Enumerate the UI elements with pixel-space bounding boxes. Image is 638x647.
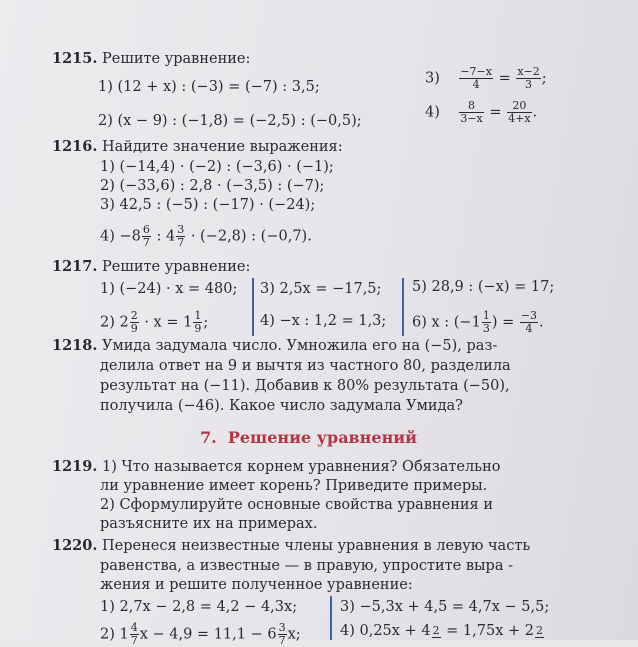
fraction bbox=[507, 100, 531, 125]
fraction bbox=[193, 310, 202, 335]
equation-1217-6 bbox=[412, 310, 544, 335]
expr-part: 4) 0,25x + 4 bbox=[340, 623, 431, 639]
problem-1219-line-3: 2) Сформулируйте основные свойства уравнения и bbox=[100, 497, 493, 513]
problem-1219-line-2: ли уравнение имеет корень? Приведите примеры. bbox=[100, 478, 488, 494]
numerator: −7−x bbox=[460, 65, 492, 78]
expr-part: x − 4,9 = 11,1 − 6 bbox=[139, 626, 277, 643]
numerator: 2 bbox=[536, 623, 543, 637]
punctuation: ; bbox=[541, 70, 547, 87]
problem-title: Решите уравнение: bbox=[102, 259, 251, 275]
column-divider bbox=[330, 596, 332, 640]
expr-part: = 1,75x + 2 bbox=[446, 623, 534, 639]
problem-1218-line-1 bbox=[52, 337, 497, 355]
equation-1220-4 bbox=[340, 622, 545, 640]
denominator: 3 bbox=[482, 322, 490, 335]
equation-1220-2 bbox=[100, 622, 301, 647]
denominator: 9 bbox=[194, 322, 202, 335]
problem-1220-line-2: равенства, а известные — в правую, упростите выра - bbox=[100, 558, 513, 574]
fraction bbox=[520, 310, 538, 335]
problem-1219-line-4: разъясните их на примерах. bbox=[100, 516, 318, 532]
numerator: 3 bbox=[177, 223, 185, 236]
denominator: 7 bbox=[177, 236, 185, 249]
expr-part: ) = bbox=[491, 314, 515, 331]
denominator: 7 bbox=[278, 634, 286, 647]
punctuation: . bbox=[532, 104, 538, 121]
expr-part: : 4 bbox=[156, 228, 176, 245]
section-title: Решение уравнений bbox=[227, 428, 418, 447]
fraction bbox=[516, 66, 540, 91]
fraction bbox=[459, 66, 493, 91]
punctuation: ; bbox=[203, 314, 209, 331]
fraction bbox=[130, 622, 139, 647]
problem-1220-line-1 bbox=[52, 537, 530, 555]
expression-1216-1: 1) (−14,4) · (−2) : (−3,6) · (−1); bbox=[100, 159, 334, 175]
equation-1215-2: 2) (x − 9) : (−1,8) = (−2,5) : (−0,5); bbox=[98, 113, 362, 129]
equation-1217-2 bbox=[100, 310, 208, 335]
fraction bbox=[482, 310, 491, 335]
problem-1218-line-4: получила (−46). Какое число задумала Умида? bbox=[100, 398, 463, 414]
expression-1216-4 bbox=[100, 224, 312, 249]
expr-part: 2) 2 bbox=[100, 314, 129, 331]
denominator: 4+x bbox=[508, 112, 531, 125]
problem-text: 1) Что называется корнем уравнения? Обязательно bbox=[102, 459, 501, 475]
fraction bbox=[130, 310, 139, 335]
expr-part: 4) −8 bbox=[100, 228, 141, 245]
problem-1217-heading bbox=[52, 258, 250, 276]
punctuation: . bbox=[539, 314, 544, 331]
problem-1216-heading bbox=[52, 138, 343, 156]
problem-text: Умида задумала число. Умножила его на (−5), раз- bbox=[102, 338, 498, 354]
problem-number: 1217. bbox=[52, 258, 98, 275]
problem-title: Найдите значение выражения: bbox=[102, 139, 343, 155]
equation-1215-1: 1) (12 + x) : (−3) = (−7) : 3,5; bbox=[98, 79, 320, 95]
problem-number: 1215. bbox=[52, 50, 98, 67]
numerator: −3 bbox=[520, 309, 538, 322]
denominator: 7 bbox=[130, 634, 138, 647]
equation-1217-5: 5) 28,9 : (−x) = 17; bbox=[412, 279, 555, 295]
expr-part: 6) x : (−1 bbox=[412, 314, 481, 331]
denominator: 3 bbox=[525, 78, 533, 91]
equation-1220-3: 3) −5,3x + 4,5 = 4,7x − 5,5; bbox=[340, 599, 550, 615]
equals-sign: = bbox=[489, 104, 502, 121]
problem-number: 1218. bbox=[52, 337, 98, 354]
problem-text: Перенеся неизвестные члены уравнения в левую часть bbox=[102, 538, 531, 554]
numerator: 1 bbox=[194, 309, 202, 322]
fraction bbox=[432, 625, 441, 638]
problem-1218-line-2: делила ответ на 9 и вычтя из частного 80, разделила bbox=[100, 358, 511, 374]
column-divider bbox=[402, 278, 404, 336]
numerator: 2 bbox=[130, 309, 138, 322]
expression-1216-3: 3) 42,5 : (−5) : (−17) · (−24); bbox=[100, 197, 316, 213]
denominator: 7 bbox=[142, 236, 150, 249]
equation-1215-4 bbox=[425, 100, 537, 125]
equation-1217-1: 1) (−24) · x = 480; bbox=[100, 281, 238, 297]
expr-part: 2) 1 bbox=[100, 626, 129, 643]
equation-1217-3: 3) 2,5x = −17,5; bbox=[260, 281, 382, 297]
item-label: 4) bbox=[425, 104, 440, 121]
item-label: 3) bbox=[425, 70, 440, 87]
numerator: 20 bbox=[507, 100, 531, 113]
section-number: 7. bbox=[200, 428, 217, 447]
expression-1216-2: 2) (−33,6) : 2,8 · (−3,5) : (−7); bbox=[100, 178, 325, 194]
numerator: 6 bbox=[142, 223, 150, 236]
equation-1217-4: 4) −x : 1,2 = 1,3; bbox=[260, 313, 387, 329]
numerator: 2 bbox=[432, 623, 440, 637]
expr-part: x; bbox=[287, 626, 301, 643]
equation-1220-1: 1) 2,7x − 2,8 = 4,2 − 4,3x; bbox=[100, 599, 298, 615]
denominator: 4 bbox=[525, 322, 533, 335]
numerator: 1 bbox=[482, 309, 490, 322]
problem-number: 1216. bbox=[52, 138, 98, 155]
numerator: 8 bbox=[459, 100, 483, 113]
fraction bbox=[278, 622, 287, 647]
numerator: 3 bbox=[278, 621, 286, 634]
problem-1215-heading bbox=[52, 50, 250, 68]
equals-sign: = bbox=[498, 70, 511, 87]
denominator: 3−x bbox=[460, 112, 483, 125]
expr-part: · (−2,8) : (−0,7). bbox=[190, 228, 312, 245]
equation-1215-3 bbox=[425, 66, 547, 91]
fraction bbox=[535, 625, 544, 638]
fraction bbox=[142, 224, 151, 249]
expr-part: · x = 1 bbox=[144, 314, 193, 331]
problem-1219-line-1 bbox=[52, 458, 500, 476]
denominator: 9 bbox=[130, 322, 138, 335]
problem-number: 1219. bbox=[52, 458, 98, 475]
fraction bbox=[459, 100, 483, 125]
denominator: 4 bbox=[472, 78, 480, 91]
problem-title: Решите уравнение: bbox=[102, 51, 251, 67]
numerator: x−2 bbox=[517, 65, 540, 78]
fraction bbox=[176, 224, 185, 249]
problem-number: 1220. bbox=[52, 537, 98, 554]
section-heading bbox=[200, 428, 417, 447]
numerator: 4 bbox=[130, 621, 138, 634]
problem-1218-line-3: результат на (−11). Добавив к 80% результата (−50), bbox=[100, 378, 510, 394]
problem-1220-line-3: жения и решите полученное уравнение: bbox=[100, 577, 413, 593]
column-divider bbox=[252, 278, 254, 336]
